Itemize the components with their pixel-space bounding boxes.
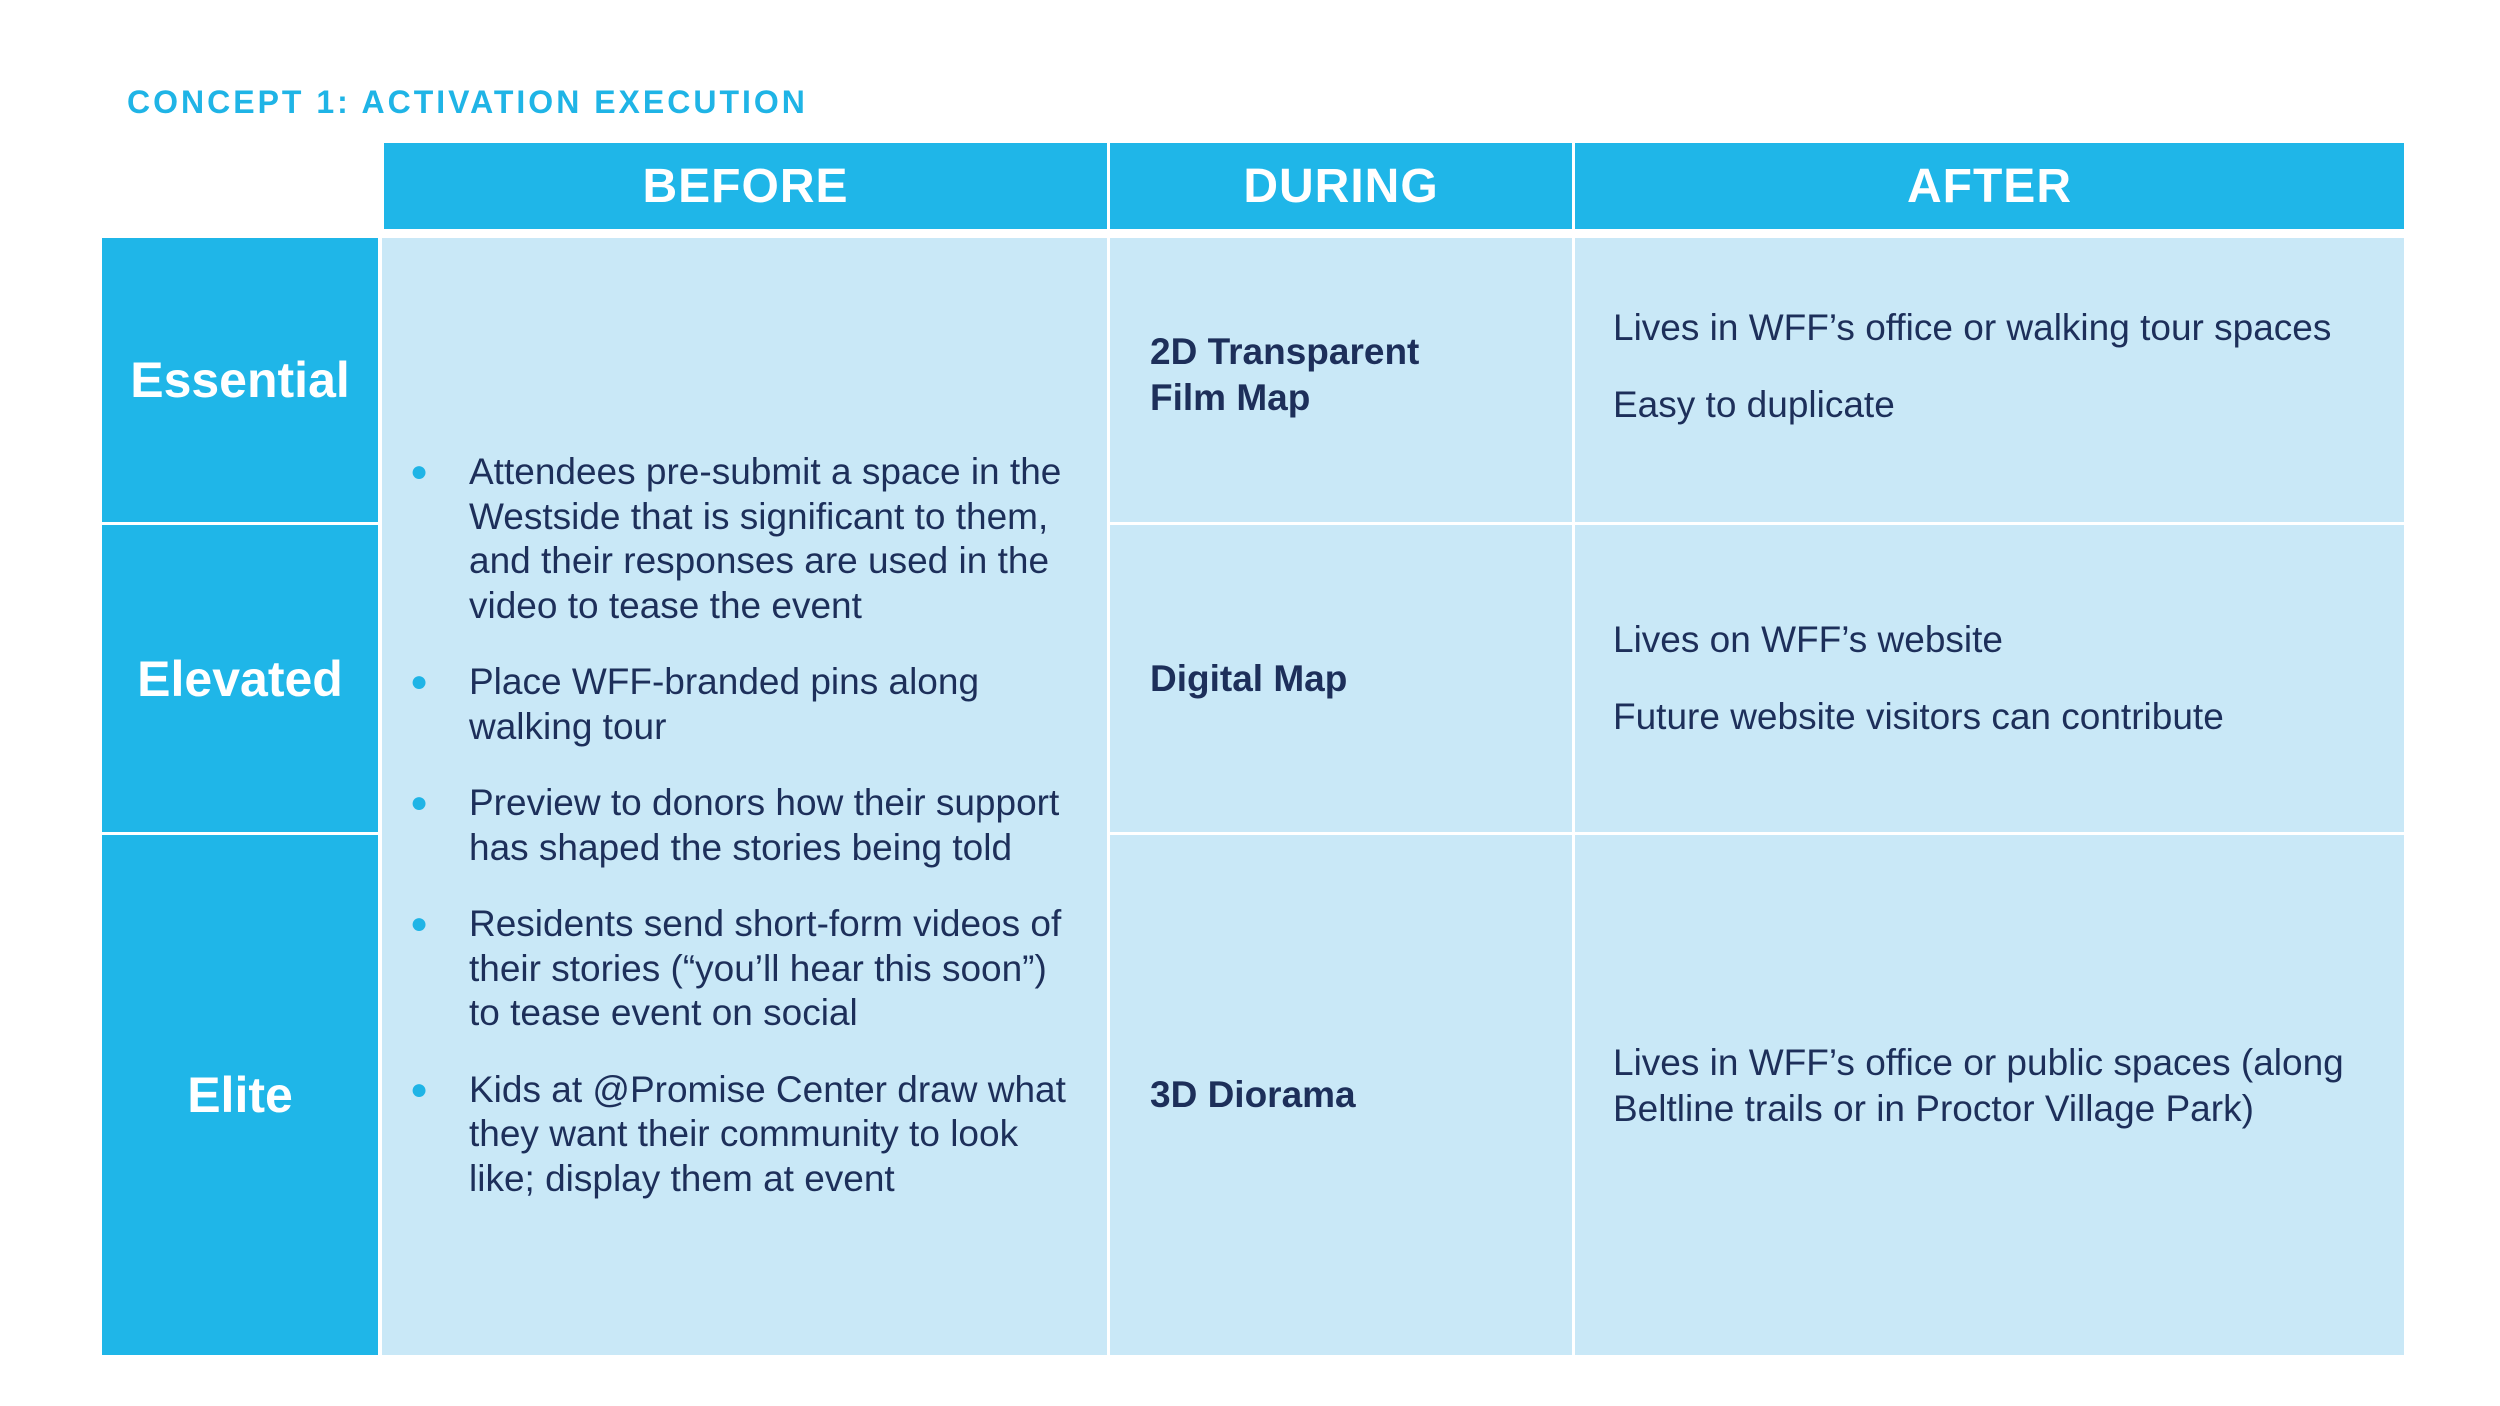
list-item <box>382 1068 1087 1202</box>
bullet-dot-icon: ● <box>410 786 429 819</box>
during-text: 2D Transparent Film Map <box>1150 331 1420 418</box>
after-cell-essential <box>1575 238 2404 522</box>
before-item-text: Place WFF-branded pins along walking tour <box>469 661 980 747</box>
page-title: CONCEPT 1: ACTIVATION EXECUTION <box>127 84 808 120</box>
during-cell-elite <box>1110 835 1572 1355</box>
list-item <box>382 781 1087 870</box>
row-label-elevated: Elevated <box>102 525 378 832</box>
after-text: Lives on WFF’s website <box>1613 619 2003 660</box>
before-list <box>382 450 1087 1233</box>
column-header-after: AFTER <box>1575 143 2404 229</box>
before-cell <box>382 238 1107 1355</box>
bullet-dot-icon: ● <box>410 1072 429 1106</box>
after-text: Lives in WFF’s office or public spaces (along Beltline trails or in Proctor Village Park) <box>1613 1042 2344 1129</box>
during-cell-essential <box>1110 238 1572 522</box>
after-text: Future website visitors can contribute <box>1613 696 2224 737</box>
list-item <box>382 660 1087 749</box>
before-item-text: Kids at @Promise Center draw what they want their community to look like; display them at event <box>469 1068 1066 1199</box>
before-item-text: Attendees pre-submit a space in the Westside that is significant to them, and their responses are used in the video to tease the event <box>469 451 1062 626</box>
column-header-during: DURING <box>1110 143 1572 229</box>
during-cell-elevated <box>1110 525 1572 832</box>
bullet-dot-icon: ● <box>410 907 429 940</box>
column-header-before: BEFORE <box>384 143 1107 229</box>
before-item-text: Preview to donors how their support has shaped the stories being told <box>469 782 1060 868</box>
list-item <box>382 450 1087 628</box>
bullet-dot-icon: ● <box>410 665 429 698</box>
after-cell-elite <box>1575 835 2404 1355</box>
before-item-text: Residents send short-form videos of their stories (“you’ll hear this soon”) to tease event on social <box>469 903 1062 1033</box>
during-text: Digital Map <box>1150 657 1348 699</box>
list-item <box>382 902 1087 1036</box>
after-text: Lives in WFF’s office or walking tour spaces <box>1613 306 2332 348</box>
bullet-dot-icon: ● <box>410 455 429 488</box>
after-cell-elevated <box>1575 525 2404 832</box>
row-label-essential: Essential <box>102 238 378 522</box>
after-text: Easy to duplicate <box>1613 383 1895 425</box>
row-label-elite: Elite <box>102 835 378 1355</box>
during-text: 3D Diorama <box>1150 1074 1356 1115</box>
